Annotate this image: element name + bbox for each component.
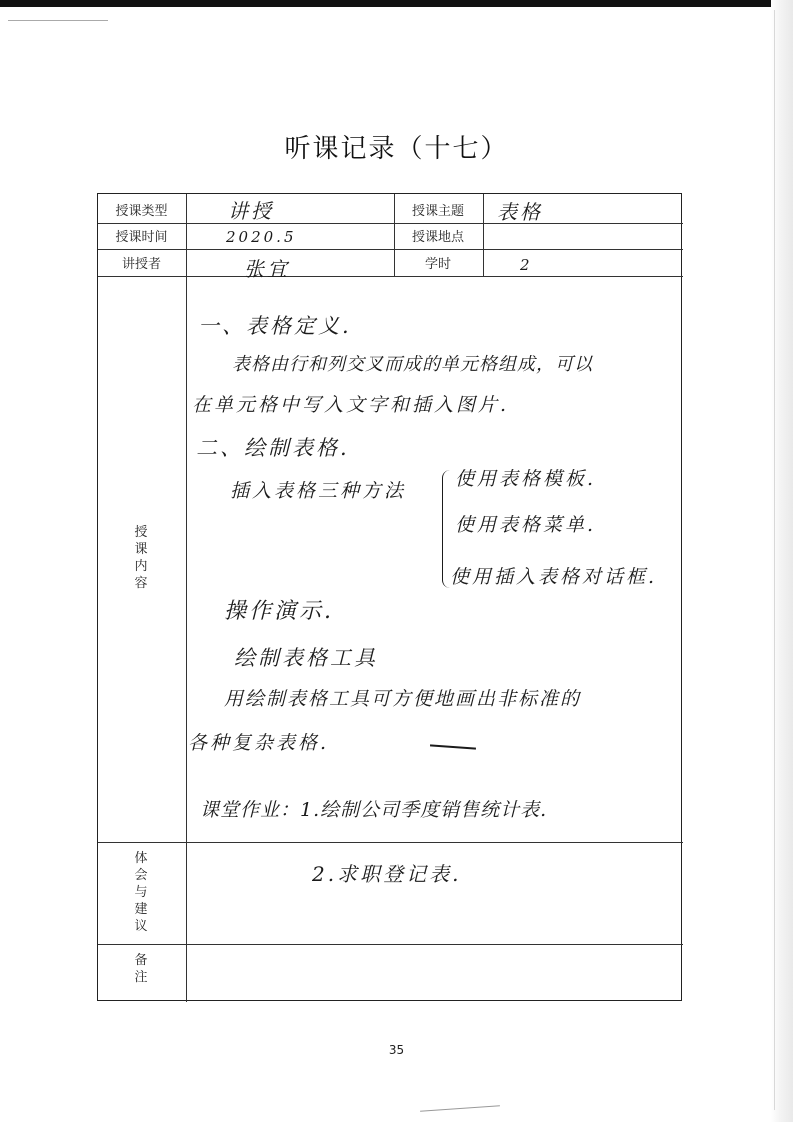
col-divider [483,194,484,276]
content-line: 绘制表格工具 [234,646,378,670]
content-line: 2.求职登记表. [312,862,462,886]
content-line: 使用插入表格对话框. [450,566,658,588]
col-divider [186,194,187,1002]
scan-mark [420,1105,500,1112]
scan-right-line [774,10,775,1110]
content-line: 插入表格三种方法 [230,480,407,502]
content-line: 操作演示. [224,599,334,624]
label-hours: 学时 [424,257,451,272]
value-topic: 表格 [497,200,543,224]
content-line: 使用表格模板. [455,468,597,490]
content-line: 二、绘制表格. [196,436,350,460]
label-type: 授课类型 [115,204,168,219]
content-line: 表格由行和列交叉而成的单元格组成，可以 [232,354,593,375]
label-notes: 备 注 [134,953,148,985]
value-lecturer: 张宜 [244,257,290,281]
label-time: 授课时间 [115,230,168,245]
scan-top-edge [0,0,793,7]
content-line: 各种复杂表格. [188,732,330,754]
content-line: 课堂作业：1.绘制公司季度销售统计表. [200,799,548,821]
label-location: 授课地点 [411,230,464,245]
content-line: 在单元格中写入文字和插入图片. [192,394,510,416]
page-number: 35 [388,1043,405,1057]
content-line: 使用表格菜单. [455,514,597,536]
value-time: 2020.5 [226,228,297,246]
label-content: 授 课 内 容 [134,525,148,591]
value-type: 讲授 [228,199,274,223]
value-hours: 2 [520,256,533,274]
content-line: 一、表格定义. [198,314,352,338]
scan-mark [8,20,108,21]
content-line: 用绘制表格工具可方便地画出非标准的 [224,688,582,710]
page-title: 听课记录（十七） [284,134,509,164]
label-topic: 授课主题 [411,204,464,219]
label-reflection: 体 会 与 建 议 [134,851,148,934]
label-lecturer: 讲授者 [121,257,161,272]
